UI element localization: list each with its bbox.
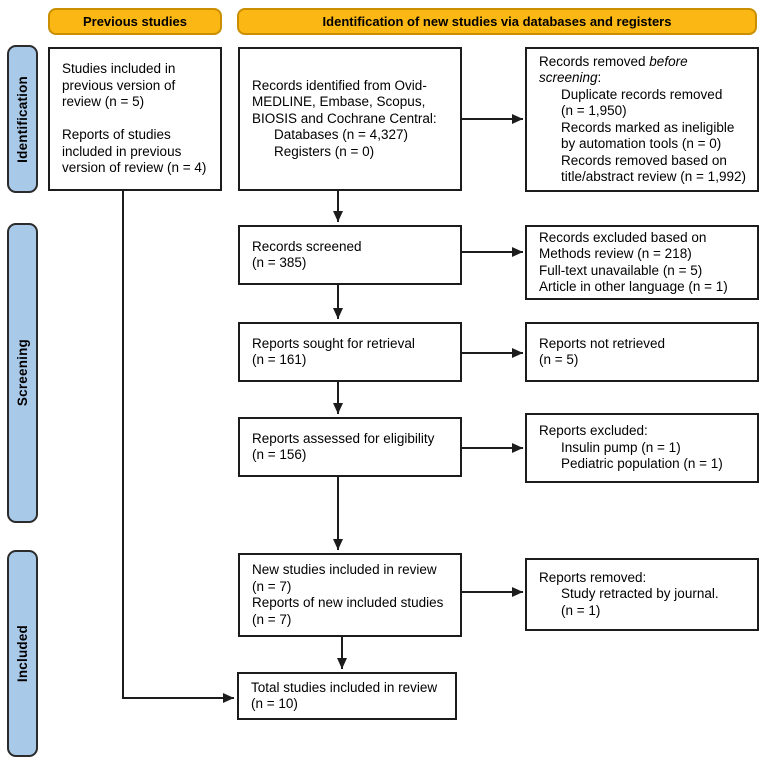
text-line: Study retracted by journal. [561,586,719,602]
text-line: Reports of new included studies [252,595,444,610]
text-line: (n = 7) [252,578,292,594]
text-line: Insulin pump (n = 1) [561,439,681,455]
text-line: Reports not retrieved [539,335,666,351]
text-line: included in previous [62,143,182,159]
text-line: by automation tools (n = 0) [561,136,722,151]
stage-included-label: Included [15,624,30,683]
text-line: Registers (n = 0) [274,143,375,159]
header-identification-new-studies [237,8,757,35]
stage-screening-label: Screening [15,339,30,407]
stage-identification [7,45,38,193]
text-line: Full-text unavailable (n = 5) [539,262,703,278]
text-line: Databases (n = 4,327) [274,127,408,143]
header-previous-studies-label: Previous studies [82,14,188,29]
text-line: Pediatric population (n = 1) [561,456,723,472]
box-reports-excluded [525,413,759,483]
arrow-previous-to-total [123,191,234,698]
text-line: Studies included in [62,61,176,77]
text-line: screening: [539,70,602,85]
text-line: Records marked as ineligible [561,119,735,135]
text-line: Records removed before [539,53,688,69]
box-new-studies-included [238,553,462,637]
header-previous-studies [48,8,222,35]
text-line: (n = 10) [251,696,298,711]
text-line: Reports excluded: [539,423,648,439]
text-line: Duplicate records removed [561,86,723,102]
text-line: (n = 156) [252,447,307,462]
box-previous-studies [48,47,222,191]
text-line: version of review (n = 4) [62,160,207,176]
text-line: (n = 1,950) [561,103,627,118]
text-line: (n = 5) [539,352,579,367]
text-line: review (n = 5) [62,94,145,110]
text-line: title/abstract review (n = 1,992) [561,169,746,184]
text-line: Article in other language (n = 1) [539,279,728,294]
text-line: Records screened [252,238,362,254]
text-line: Reports removed: [539,569,647,585]
text-line: Methods review (n = 218) [539,246,692,261]
box-records-excluded [525,225,759,300]
box-total-studies-included [237,672,457,720]
text-line: MEDLINE, Embase, Scopus, [252,94,426,110]
stage-included [7,550,38,757]
text-line: (n = 161) [252,352,307,367]
text-line: Records excluded based on [539,229,707,245]
text-line: (n = 1) [561,602,601,618]
box-records-screened [238,225,462,285]
text-line: Total studies included in review [251,679,438,695]
box-records-identified [238,47,462,191]
header-identification-new-studies-label: Identification of new studies via databases and registers [322,14,672,29]
stage-screening [7,223,38,523]
box-reports-assessed [238,417,462,477]
box-reports-removed [525,558,759,631]
stage-identification-label: Identification [15,75,30,163]
text-line: Reports of studies [62,127,171,143]
text-line: (n = 7) [252,611,292,627]
text-line: Records identified from Ovid- [252,77,427,93]
text-line: previous version of [62,77,176,93]
text-line: BIOSIS and Cochrane Central: [252,110,437,126]
text-line: New studies included in review [252,562,437,577]
box-reports-sought [238,322,462,382]
text-line: Reports assessed for eligibility [252,430,435,446]
text-line: (n = 385) [252,255,307,270]
box-reports-not-retrieved [525,322,759,382]
box-records-removed-before-screening [525,47,759,192]
text-line: Reports sought for retrieval [252,335,415,351]
blank-line [62,111,214,128]
text-line: Records removed based on [561,152,727,168]
